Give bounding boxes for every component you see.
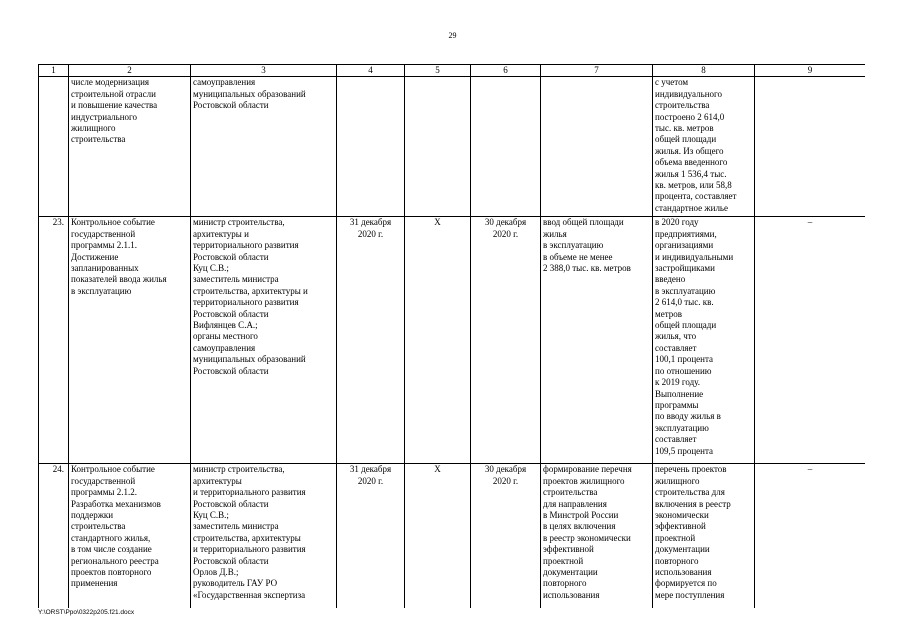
document-file-path: Y:\ORST\Ppo\0322p205.f21.docx (38, 609, 135, 616)
column-header: 7 (541, 65, 653, 77)
report-table-container (38, 64, 865, 608)
column-header: 5 (405, 65, 471, 77)
fact-date-cell: 30 декабря 2020 г. (471, 464, 541, 608)
table-row (39, 217, 866, 464)
table-row (39, 77, 866, 217)
actual-result-cell: с учетом индивидуального строительства построено 2 614,0 тыс. кв. метров общей площади жилья. Из общего объема введенного жилья 1 536,4 тыс. кв. метров, или 58,8 процента, составляет стандартное жилье (653, 77, 755, 217)
fact-date-cell (471, 77, 541, 217)
event-cell: числе модернизация строительной отрасли и повышение качества индустриального жилищного строительства (69, 77, 191, 217)
actual-result-cell: в 2020 году предприятиями, организациями и индивидуальными застройщиками введено в эксплуатацию 2 614,0 тыс. кв. метров общей площади жилья, что составляет 100,1 процента по отношению к 2019 году. Выполнение программы по вводу жилья в эксплуатацию составляет 109,5 процента (653, 217, 755, 464)
plan-date-cell: 31 декабря 2020 г. (337, 464, 405, 608)
table-header-row (39, 65, 866, 77)
column-header: 4 (337, 65, 405, 77)
planned-result-cell: ввод общей площади жилья в эксплуатацию в объеме не менее 2 388,0 тыс. кв. метров (541, 217, 653, 464)
fact-date-cell: 30 декабря 2020 г. (471, 217, 541, 464)
responsible-cell: самоуправления муниципальных образований Ростовской области (191, 77, 337, 217)
row-number-cell: 24. (39, 464, 69, 608)
row-number-cell (39, 77, 69, 217)
row-number-cell: 23. (39, 217, 69, 464)
column-header: 2 (69, 65, 191, 77)
plan-date-cell: 31 декабря 2020 г. (337, 217, 405, 464)
table-row (39, 464, 866, 608)
responsible-cell: министр строительства, архитектуры и территориального развития Ростовской области Куц С.В.; заместитель министра строительства, архитектуры и территориального развития Ростовской области Вифлянцев С.А.; органы местного самоуправления муниципальных образований Ростовской области (191, 217, 337, 464)
event-cell: Контрольное событие государственной программы 2.1.2. Разработка механизмов поддержки строительства стандартного жилья, в том числе создание регионального реестра проектов повторного применения (69, 464, 191, 608)
column-header: 1 (39, 65, 69, 77)
page-number: 29 (448, 31, 457, 40)
x-cell: Х (405, 217, 471, 464)
column-header: 3 (191, 65, 337, 77)
planned-result-cell: формирование перечня проектов жилищного строительства для направления в Минстрой России в целях включения в реестр экономически эффективной проектной документации повторного использования (541, 464, 653, 608)
x-cell (405, 77, 471, 217)
column-header: 9 (755, 65, 866, 77)
column-header: 6 (471, 65, 541, 77)
note-cell: – (755, 464, 866, 608)
note-cell (755, 77, 866, 217)
plan-date-cell (337, 77, 405, 217)
event-cell: Контрольное событие государственной программы 2.1.1. Достижение запланированных показателей ввода жилья в эксплуатацию (69, 217, 191, 464)
x-cell: Х (405, 464, 471, 608)
responsible-cell: министр строительства, архитектуры и территориального развития Ростовской области Куц С.В.; заместитель министра строительства, архитектуры и территориального развития Ростовской области Орлов Д.В.; руководитель ГАУ РО «Государственная экспертиза (191, 464, 337, 608)
planned-result-cell (541, 77, 653, 217)
note-cell: – (755, 217, 866, 464)
actual-result-cell: перечень проектов жилищного строительства для включения в реестр экономически эффективной проектной документации повторного использования формируется по мере поступления (653, 464, 755, 608)
column-header: 8 (653, 65, 755, 77)
report-table (38, 64, 865, 608)
